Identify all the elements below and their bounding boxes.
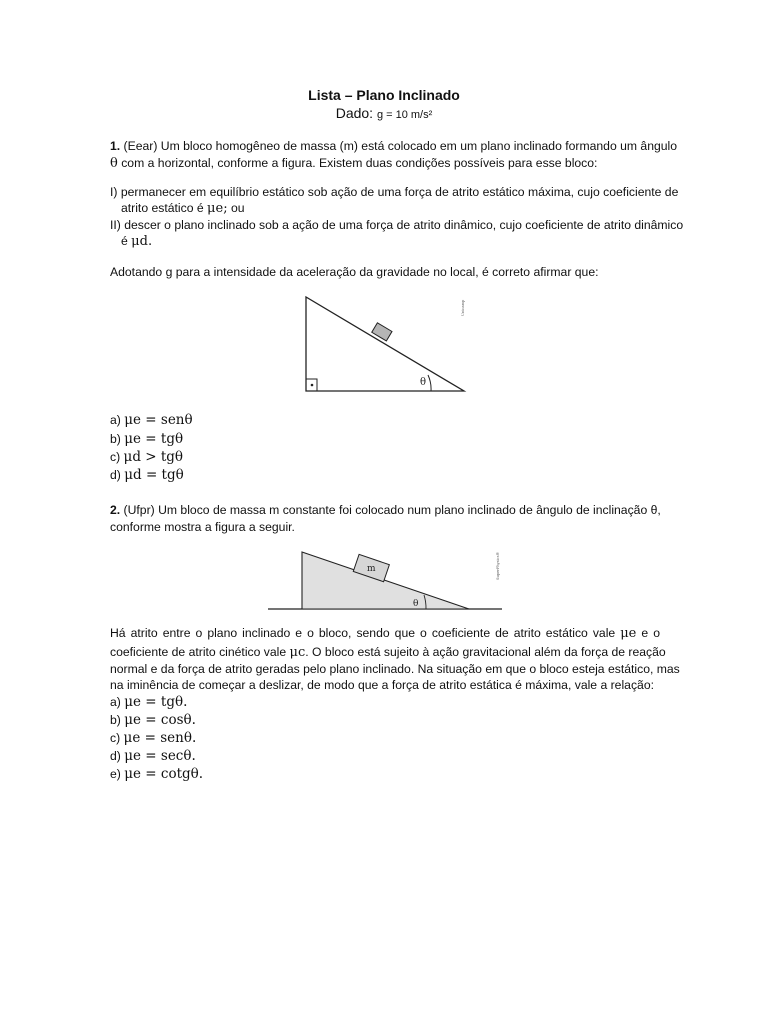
q2-figure-theta: θ bbox=[413, 599, 419, 609]
q1-option-b bbox=[110, 431, 183, 447]
q1-theta: θ bbox=[110, 156, 118, 171]
q1-cond1-tail: ou bbox=[227, 201, 245, 215]
q2-para2-tail: . O bloco está sujeito à ação gravitacional além da força de reação bbox=[305, 645, 666, 659]
q2-mass-label: m bbox=[367, 564, 376, 574]
given-data bbox=[0, 105, 768, 121]
q2-mu-e: μe bbox=[620, 626, 637, 641]
incline-triangle bbox=[306, 297, 464, 391]
q2-para2-text: coeficiente de atrito cinético vale bbox=[110, 645, 287, 659]
q1-line1 bbox=[110, 139, 677, 153]
q2-para-line2 bbox=[110, 645, 666, 660]
q2-number: 2. bbox=[110, 503, 121, 517]
gravity-value: g = 10 m/s² bbox=[376, 109, 433, 121]
option-expression: μd = tgθ bbox=[124, 467, 184, 483]
q2-option-b bbox=[110, 712, 196, 728]
q2-line2: conforme mostra a figura a seguir. bbox=[110, 520, 295, 534]
option-letter: e) bbox=[110, 767, 121, 781]
option-letter: b) bbox=[110, 432, 121, 446]
option-letter: d) bbox=[110, 749, 121, 763]
q1-cond2-line1: II) descer o plano inclinado sob a ação de uma força de atrito dinâmico, cujo coeficiente de atrito dinâmico bbox=[110, 218, 684, 232]
q2-incline-figure bbox=[266, 548, 504, 612]
q1-cond2-text: é bbox=[121, 234, 132, 248]
q2-text-line1: (Ufpr) Um bloco de massa m constante foi colocado num plano inclinado de ângulo de inclinação θ, bbox=[120, 503, 661, 517]
option-letter: d) bbox=[110, 468, 121, 482]
option-expression: μe = tgθ bbox=[124, 431, 184, 447]
q2-para-line4: na iminência de começar a deslizar, de modo que a força de atrito estática é máxima, vale a relação: bbox=[110, 678, 654, 692]
given-label: Dado: bbox=[335, 105, 374, 121]
q1-cond1-line1: I) permanecer em equilíbrio estático sob ação de uma força de atrito estático máxima, cujo coeficiente de bbox=[110, 185, 679, 199]
q2-para1-text: Há atrito entre o plano inclinado e o bloco, sendo que o coeficiente de atrito estático vale bbox=[110, 626, 616, 640]
q1-number: 1. bbox=[110, 139, 121, 153]
q1-line2 bbox=[110, 156, 597, 171]
q1-prompt: Adotando g para a intensidade da aceleração da gravidade no local, é correto afirmar que: bbox=[110, 265, 599, 279]
q2-option-d bbox=[110, 748, 196, 764]
q1-mu-e: μe; bbox=[207, 201, 228, 216]
q1-mu-d: μd. bbox=[131, 234, 153, 249]
option-expression: μe = senθ bbox=[124, 412, 193, 428]
option-letter: b) bbox=[110, 713, 121, 727]
q1-option-c bbox=[110, 449, 183, 465]
q2-para-line3: normal e da força de atrito geradas pelo plano inclinado. Na situação em que o bloco esteja estático, mas bbox=[110, 662, 680, 676]
q2-line1 bbox=[110, 503, 661, 517]
option-letter: c) bbox=[110, 731, 121, 745]
q2-para1-tail: e o bbox=[641, 626, 661, 640]
option-letter: a) bbox=[110, 413, 121, 427]
option-letter: a) bbox=[110, 695, 121, 709]
option-expression: μd > tgθ bbox=[123, 449, 184, 465]
q1-incline-figure bbox=[300, 292, 472, 396]
q1-text-line2: com a horizontal, conforme a figura. Existem duas condições possíveis para esse bloco: bbox=[117, 156, 598, 170]
incline-triangle bbox=[302, 552, 469, 609]
option-expression: μe = cosθ. bbox=[124, 712, 196, 728]
q1-cond1-text: atrito estático é bbox=[121, 201, 208, 215]
option-letter: c) bbox=[110, 450, 121, 464]
q2-option-e bbox=[110, 766, 203, 782]
option-expression: μe = cotgθ. bbox=[124, 766, 204, 782]
option-expression: μe = tgθ. bbox=[124, 694, 188, 710]
figure-credit: Unicamp bbox=[461, 299, 465, 316]
q1-figure-theta: θ bbox=[420, 377, 427, 388]
q1-option-d bbox=[110, 467, 184, 483]
q1-cond2-line2 bbox=[121, 234, 152, 249]
option-expression: μe = secθ. bbox=[124, 748, 196, 764]
q2-option-a bbox=[110, 694, 187, 710]
q2-mu-c: μc bbox=[289, 645, 306, 660]
q1-cond1-line2 bbox=[121, 201, 245, 216]
figure-credit: SuperPhysics® bbox=[496, 551, 500, 580]
q2-para-line1 bbox=[110, 626, 660, 641]
q2-option-c bbox=[110, 730, 196, 746]
q1-option-a bbox=[110, 412, 193, 428]
right-angle-dot bbox=[311, 384, 314, 387]
option-expression: μe = senθ. bbox=[123, 730, 197, 746]
page-title: Lista – Plano Inclinado bbox=[308, 87, 460, 103]
q1-text-line1: (Eear) Um bloco homogêneo de massa (m) está colocado em um plano inclinado formando um ângulo bbox=[120, 139, 678, 153]
